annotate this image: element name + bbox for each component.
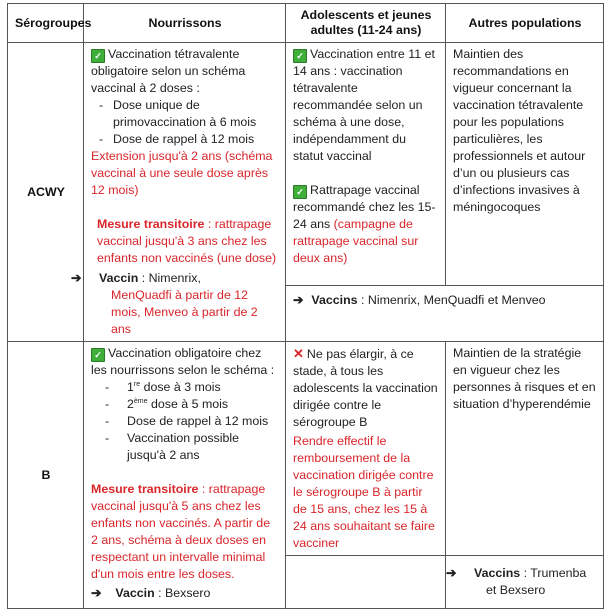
header-others: Autres populations <box>446 4 604 43</box>
acwy-adolescents-cell <box>286 43 446 286</box>
dose-item: - Dose de rappel à 12 mois <box>97 131 279 148</box>
b-infant-vaccine: ➔ Vaccin : Bexsero <box>91 586 211 600</box>
check-icon: ✓ <box>293 49 307 63</box>
check-icon: ✓ <box>293 185 307 199</box>
acwy-infant-vaccine: ➔ Vaccin : Nimenrix, MenQuadfi à partir de 12 mois, Menveo à partir de 2 ans <box>71 271 258 336</box>
acwy-adol-item2: ✓ Rattrapage vaccinal recommandé chez les 15-24 ans (campagne de rattrapage vaccinal sur deux ans) <box>293 183 436 265</box>
acwy-row <box>8 43 604 286</box>
b-adol-item1: ✕ Ne pas élargir, à ce stade, à tous les adolescents la vaccination dirigée contre le sérogroupe B <box>293 346 438 429</box>
check-icon: ✓ <box>91 49 105 63</box>
b-infants-cell <box>84 342 286 609</box>
cross-icon: ✕ <box>293 346 304 361</box>
acwy-vaccines-cell: ➔ Vaccins : Nimenrix, MenQuadfi et Menveo <box>286 285 604 341</box>
dose-item: - 2ème dose à 5 mois <box>97 396 279 413</box>
header-infants: Nourrissons <box>84 4 286 43</box>
acwy-extension: Extension jusqu'à 2 ans (schéma vaccinal à une seule dose après 12 mois) <box>91 149 273 197</box>
b-adolescents-cell <box>286 342 446 556</box>
acwy-adol-item1: ✓ Vaccination entre 11 et 14 ans : vaccination tétravalente recommandée selon un schéma à une dose, indépendamment du statut vaccinal <box>293 47 435 163</box>
b-adol-item2: Rendre effectif le remboursement de la vaccination dirigée contre le sérogroupe B à partir de 15 ans, chez les 15 à 24 ans souhaitant se faire vacciner <box>293 434 435 550</box>
dose-item: - Vaccination possible jusqu'à 2 ans <box>97 430 279 464</box>
b-dose-list <box>91 379 279 464</box>
acwy-transitional: Mesure transitoire : rattrapage vaccinal jusqu'à 3 ans chez les enfants non vaccinés (une dose) <box>97 217 277 265</box>
check-icon: ✓ <box>91 348 105 362</box>
header-serogroups: Sérogroupes <box>8 4 84 43</box>
b-infants-main: ✓ Vaccination obligatoire chez les nourrissons selon le schéma : <box>91 346 275 377</box>
header-adolescents: Adolescents et jeunes adultes (11-24 ans) <box>286 4 446 43</box>
b-row <box>8 342 604 556</box>
acwy-infants-cell <box>71 43 286 342</box>
b-vaccines-cell: ➔ Vaccins : Trumenba et Bexsero <box>446 556 604 609</box>
acwy-dose-list <box>91 97 279 148</box>
header-row <box>8 4 604 43</box>
acwy-infants-main: ✓ Vaccination tétravalente obligatoire selon un schéma vaccinal à 2 doses : <box>91 47 246 95</box>
b-transitional: Mesure transitoire : rattrapage vaccinal jusqu'à 5 ans chez les enfants non vaccinés. A partir de 2 ans, schéma à deux doses en respectant un intervalle minimal d'un mois entre les doses. <box>91 482 271 581</box>
dose-item: - Dose unique de primovaccination à 6 mois <box>97 97 279 131</box>
dose-item: - Dose de rappel à 12 mois <box>97 413 279 430</box>
vaccination-table <box>7 3 604 609</box>
acwy-others-cell: Maintien des recommandations en vigueur concernant la vaccination tétravalente pour les populations particulières, les professionnels et autour d’un ou plusieurs cas d’infections invasives à méningocoques <box>446 43 604 286</box>
b-adolescents-empty-cell <box>286 556 446 609</box>
arrow-icon: ➔ <box>293 292 304 307</box>
serogroup-b: B <box>8 342 84 609</box>
dose-item: - 1re dose à 3 mois <box>97 379 279 396</box>
b-others-cell: Maintien de la stratégie en vigueur chez les personnes à risques et en situation d’hyperendémie <box>446 342 604 556</box>
arrow-icon: ➔ <box>91 586 102 600</box>
serogroup-acwy: ACWY <box>8 43 84 342</box>
